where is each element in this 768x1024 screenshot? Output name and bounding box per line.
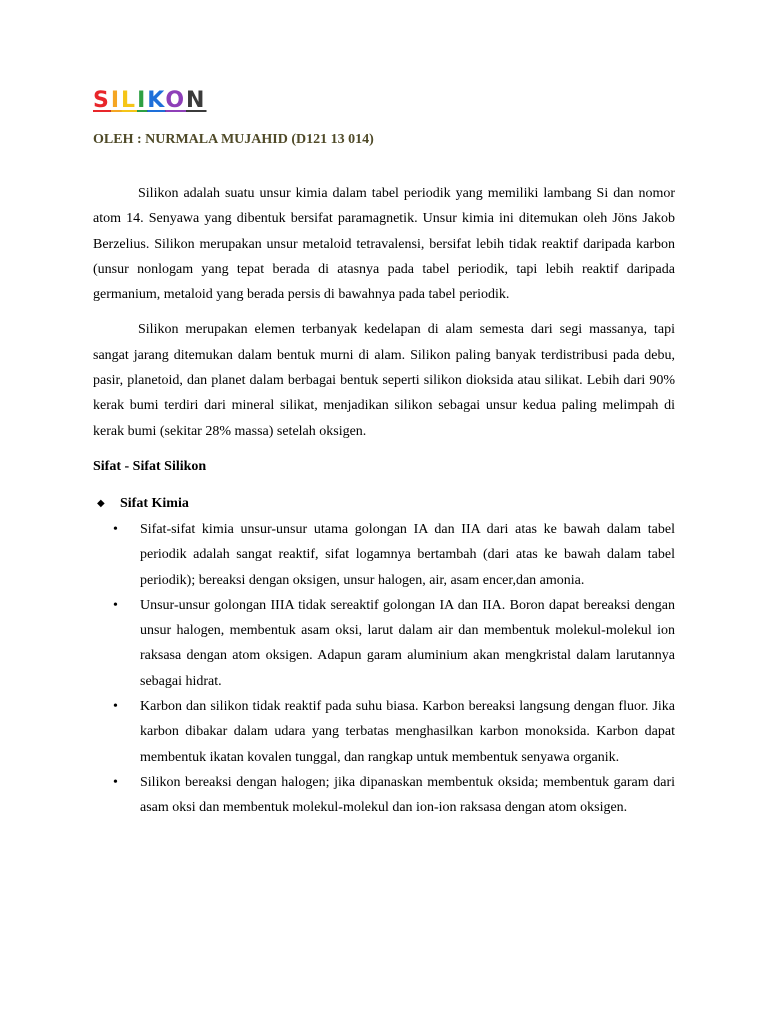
list-item (93, 517, 675, 593)
title-letter: I (110, 88, 122, 113)
author-line: OLEH : NURMALA MUJAHID (D121 13 014) (93, 132, 374, 147)
list-item (93, 694, 675, 770)
bullet-icon: • (113, 521, 118, 537)
paragraph-intro: Silikon adalah suatu unsur kimia dalam tabel periodik yang memiliki lambang Si dan nomor atom 14. Senyawa yang dibentuk bersifat paramagnetik. Unsur kimia ini ditemukan oleh Jöns Jakob Berzelius. Silikon merupakan unsur metaloid tetravalensi, bersifat lebih tidak reaktif daripada karbon (unsur nonlogam yang tepat berada di atasnya pada tabel periodik, tapi lebih reaktif daripada germanium, metaloid yang berada persis di bawahnya pada tabel periodik. (93, 186, 675, 303)
list-item-text: Unsur-unsur golongan IIIA tidak sereaktif golongan IA dan IIA. Boron dapat bereaksi dengan unsur halogen, membentuk asam oksi, larut dalam air dan membentuk molekul-molekul ion raksasa dengan atom oksigen. Adapun garam aluminium akan mengkristal dalam larutannya sebagai hidrat. (140, 597, 675, 689)
paragraph-abundance: Silikon merupakan elemen terbanyak kedelapan di alam semesta dari segi massanya, tapi sangat jarang ditemukan dalam bentuk murni di alam. Silikon paling banyak terdistribusi pada debu, pasir, planetoid, dan planet dalam berbagai bentuk seperti silikon dioksida atau silikat. Lebih dari 90% kerak bumi terdiri dari mineral silikat, menjadikan silikon sebagai unsur kedua paling melimpah di kerak bumi (sekitar 28% massa) setelah oksigen. (93, 322, 675, 439)
list-item (93, 593, 675, 694)
subsection-heading-text: Sifat Kimia (120, 495, 189, 511)
document-title (93, 84, 675, 118)
title-letter: S (93, 88, 111, 113)
title-text (93, 88, 206, 113)
title-letter: L (121, 88, 138, 113)
bullet-icon: • (113, 699, 118, 715)
list-item-text: Silikon bereaksi dengan halogen; jika dipanaskan membentuk oksida; membentuk garam dari asam oksi dan membentuk molekul-molekul dan ion-ion raksasa dengan atom oksigen. (140, 774, 675, 816)
subsection-heading (93, 494, 675, 514)
title-letter: O (165, 88, 187, 113)
title-letter: I (137, 88, 148, 113)
bullet-icon: • (113, 597, 118, 613)
list-item-text: Sifat-sifat kimia unsur-unsur utama golongan IA dan IIA dari atas ke bawah dalam tabel periodik adalah sangat reaktif, sifat logamnya bertambah (dari atas ke bawah dalam tabel periodik); bereaksi dengan oksigen, unsur halogen, air, asam encer,dan amonia. (140, 521, 675, 588)
bullet-list (93, 517, 675, 821)
diamond-bullet-icon: ◆ (97, 497, 105, 509)
title-letter: K (147, 88, 166, 113)
list-item (93, 770, 675, 821)
list-item-text: Karbon dan silikon tidak reaktif pada suhu biasa. Karbon bereaksi langsung dengan fluor. Jika karbon dibakar dalam udara yang terbatas menghasilkan karbon monoksida. Karbon dapat membentuk ikatan kovalen tunggal, dan rangkap untuk membentuk senyawa organik. (140, 699, 675, 765)
title-letter: N (186, 88, 207, 113)
section-heading: Sifat - Sifat Silikon (93, 458, 207, 474)
document-page (93, 84, 675, 821)
bullet-icon: • (113, 774, 118, 790)
